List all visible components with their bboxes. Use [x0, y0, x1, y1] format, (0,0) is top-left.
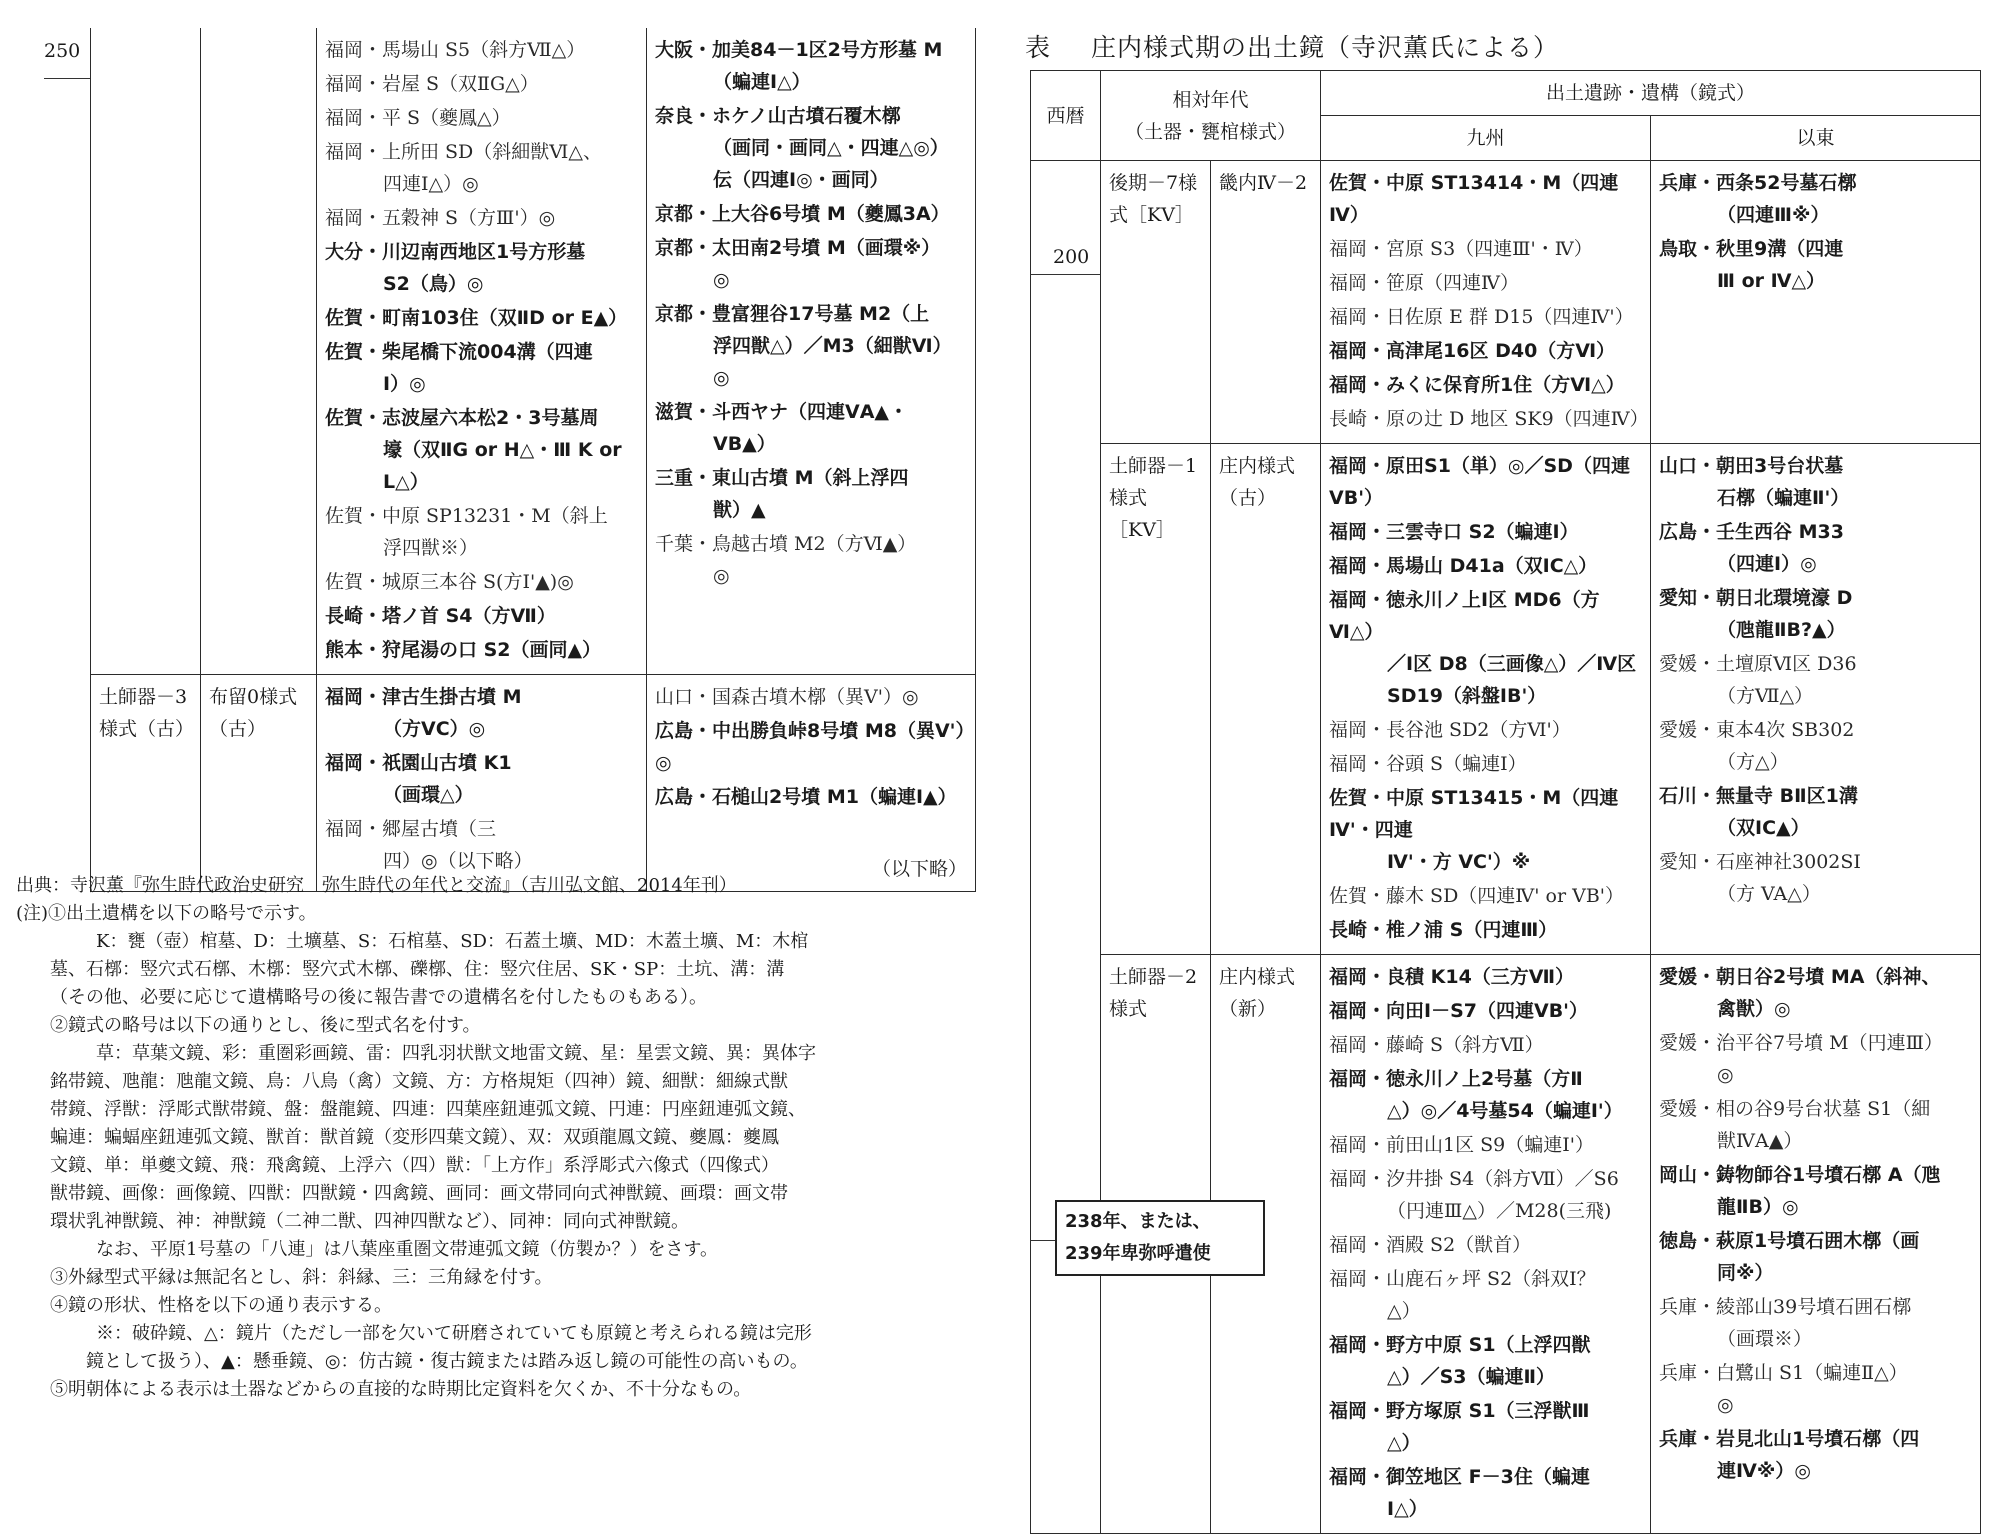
site-entry [1329, 1461, 1642, 1525]
site-entry-continuation: Ⅳ'・方 VC'）※ [1387, 851, 1531, 873]
site-entry [325, 600, 638, 632]
site-entry-text: 滋賀・斗西ヤナ（四連ⅤA▲・ [655, 401, 909, 423]
site-entry-text: 福岡・馬場山 D41a（双ⅠC△） [1329, 555, 1598, 577]
site-entry [655, 396, 967, 460]
footnote-line: (注)①出土遺構を以下の略号で示す。 [16, 903, 317, 924]
site-entry [1659, 582, 1972, 646]
site-entry-text: 佐賀・志波屋六本松2・3号墓周 [325, 407, 599, 429]
row0-east [1651, 161, 1981, 444]
site-entry [325, 68, 638, 100]
site-entry [1329, 369, 1642, 401]
site-entry [325, 236, 638, 300]
site-entry-text: 福岡・酒殿 S2（獣首） [1329, 1234, 1532, 1256]
site-entry-text: 長崎・塔ノ首 S4（方Ⅶ） [325, 605, 556, 627]
row1-kyushu-list [1329, 450, 1642, 946]
period-label: 土師器－2様式 [1109, 966, 1198, 1020]
site-entry [1329, 1029, 1642, 1061]
site-entry-text: 大分・川辺南西地区1号方形墓 [325, 241, 586, 263]
site-entry-text: 長崎・原の辻 D 地区 SK9（四連Ⅳ） [1329, 408, 1649, 430]
header-east-text: 以東 [1796, 127, 1835, 149]
site-entry [325, 136, 638, 200]
site-entry-text: 福岡・谷頭 S（蝙連Ⅰ） [1329, 753, 1527, 775]
site-entry-text: 山口・国森古墳木槨（異Ⅴ'）◎ [655, 686, 919, 708]
site-entry-text: 福岡・向田Ⅰ－S7（四連ⅤB'） [1329, 1000, 1588, 1022]
header-relative-sub: （土器・甕棺様式） [1125, 120, 1297, 143]
site-entry [1329, 1063, 1642, 1127]
site-entry-continuation: （四連Ⅰ）◎ [1717, 553, 1817, 575]
footnote-line: なお、平原1号墓の「八連」は八葉座重圏文帯連弧文鏡（仿製か？）をさす。 [96, 1239, 719, 1260]
site-entry [1659, 648, 1972, 712]
site-entry [655, 232, 967, 296]
site-entry [1659, 846, 1972, 910]
site-entry-text: 奈良・ホケノ山古墳石覆木槨 [655, 105, 901, 127]
site-entry-text: 福岡・高津尾16区 D40（方Ⅵ） [1329, 340, 1616, 362]
row0-kyushu-list [1329, 167, 1649, 435]
omitted-note: （以下略） [871, 858, 967, 880]
page-number: 250 [44, 40, 81, 62]
footnote-line: 蝙連：蝙蝠座鈕連弧文鏡、獣首：獣首鏡（変形四葉文鏡）、双：双頭龍鳳文鏡、夔鳳：夔鳳 [50, 1127, 779, 1148]
site-entry-text: 福岡・平 S（夔鳳△） [325, 107, 511, 129]
site-entry-continuation: （方△） [1717, 751, 1789, 773]
left-page [0, 0, 985, 1458]
site-entry-text: 福岡・御笠地区 F－3住（蝙連 [1329, 1466, 1590, 1488]
site-entry-text: 徳島・萩原1号墳石囲木槨（画 [1659, 1230, 1920, 1252]
header-relative [1101, 71, 1321, 161]
site-entry [1329, 403, 1649, 435]
site-entry-text: 福岡・馬場山 S5（斜方Ⅶ△） [325, 39, 586, 61]
left-top-period-cell [91, 28, 201, 675]
site-entry-text: 愛媛・朝日谷2号墳 MA（斜神、 [1659, 966, 1941, 988]
row2-east-list [1659, 961, 1972, 1487]
site-entry-continuation: 四連Ⅰ△）◎ [383, 173, 479, 195]
site-entry-text: 山口・朝田3号台状墓 [1659, 455, 1844, 477]
site-entry-continuation: Ⅰ）◎ [383, 373, 426, 395]
site-entry-continuation: 同※） [1717, 1262, 1774, 1284]
row1-east-list [1659, 450, 1972, 910]
footnote-line: 環状乳神獣鏡、神：神獣鏡（二神二獣、四神四獣など）、同神：同向式神獣鏡。 [50, 1211, 689, 1232]
site-entry-continuation: （方Ⅶ△） [1717, 685, 1814, 707]
site-entry-text: 佐賀・中原 ST13415・M（四連Ⅳ'・四連 [1329, 787, 1619, 841]
site-entry-text: 福岡・笹原（四連Ⅳ） [1329, 272, 1519, 294]
site-entry-text: 愛媛・土壇原Ⅵ区 D36 [1659, 653, 1857, 675]
header-year [1031, 71, 1101, 161]
right-table [1030, 70, 1981, 1534]
site-entry-text: 福岡・徳永川ノ上Ⅰ区 MD6（方Ⅵ△） [1329, 589, 1600, 643]
site-entry-text: 広島・中出勝負峠8号墳 M8（異Ⅴ'）◎ [655, 720, 965, 774]
site-entry-continuation: （双ⅠC▲） [1717, 817, 1810, 839]
site-entry-text: 愛媛・相の谷9号台状墓 S1（細 [1659, 1098, 1931, 1120]
site-entry-text: 佐賀・中原 SP13231・M（斜上 [325, 505, 608, 527]
site-entry [1329, 1229, 1642, 1261]
footnote-line: 草：草葉文鏡、彩：重圏彩画鏡、雷：四乳羽状獣文地雷文鏡、星：星雲文鏡、異：異体字 [96, 1043, 816, 1064]
site-entry [325, 402, 638, 498]
footnotes [16, 872, 986, 1404]
site-entry [1329, 782, 1642, 878]
site-entry-text: 愛媛・治平谷7号墳 M（円連Ⅲ） [1659, 1032, 1943, 1054]
row0-kyushu [1321, 161, 1651, 444]
site-entry-text: 長崎・椎ノ浦 S（円連Ⅲ） [1329, 919, 1558, 941]
site-entry-text: 福岡・津古生掛古墳 M [325, 686, 522, 708]
site-entry-continuation: 四）◎（以下略） [383, 850, 533, 872]
header-sites [1321, 71, 1981, 116]
site-entry-continuation: 石槨（蝙連Ⅱ'） [1717, 487, 1850, 509]
site-entry-text: 愛知・朝日北環境濠 D [1659, 587, 1853, 609]
site-entry [655, 298, 967, 394]
callout-rule [1030, 1240, 1056, 1241]
header-year-text: 西暦 [1046, 104, 1085, 127]
header-relative-text: 相対年代 [1172, 88, 1249, 111]
footnote-line: ②鏡式の略号は以下の通りとし、後に型式名を付す。 [50, 1015, 481, 1036]
site-entry [1659, 1027, 1972, 1091]
site-entry [1329, 914, 1642, 946]
row2-east [1651, 955, 1981, 1534]
site-entry [655, 198, 967, 230]
site-entry-continuation: 禽獣）◎ [1717, 998, 1791, 1020]
site-entry [325, 102, 638, 134]
site-entry [1329, 1163, 1642, 1227]
left-bottom-east-list [655, 681, 967, 813]
site-entry-continuation: S2（鳥）◎ [383, 273, 484, 295]
row1-period [1101, 444, 1211, 955]
site-entry [1659, 714, 1972, 778]
site-entry-text: 広島・石槌山2号墳 M1（蝙連Ⅰ▲） [655, 786, 957, 808]
himiko-callout [1055, 1200, 1265, 1276]
footnote-line: 鏡として扱う）、▲：懸垂鏡、◎：仿古鏡・復古鏡または踏み返し鏡の可能性の高いもの。 [50, 1351, 808, 1372]
site-entry [655, 462, 967, 526]
site-entry [325, 302, 638, 334]
site-entry-text: 福岡・上所田 SD（斜細獣Ⅵ△、 [325, 141, 603, 163]
site-entry [1329, 995, 1642, 1027]
left-top-style-cell [201, 28, 317, 675]
row2-kyushu-list [1329, 961, 1642, 1525]
left-top-east-list [655, 34, 967, 592]
site-entry-continuation: △） [1387, 1300, 1421, 1322]
site-entry-text: 兵庫・岩見北山1号墳石槨（四 [1659, 1428, 1920, 1450]
site-entry-text: 佐賀・藤木 SD（四連Ⅳ' or ⅤB'） [1329, 885, 1625, 907]
site-entry-continuation: （四連Ⅲ※） [1717, 204, 1830, 226]
site-entry-text: 福岡・山鹿石ヶ坪 S2（斜双Ⅰ？ [1329, 1268, 1596, 1290]
site-entry [1659, 961, 1972, 1025]
callout-line-2: 239年卑弥呼遣使 [1065, 1243, 1211, 1264]
site-entry [1329, 748, 1642, 780]
left-bottom-period-cell [91, 675, 201, 892]
site-entry-text: 福岡・みくに保育所1住（方Ⅵ△） [1329, 374, 1625, 396]
site-entry-text: 福岡・五穀神 S（方Ⅲ'）◎ [325, 207, 556, 229]
row0-style [1211, 161, 1321, 444]
site-entry-continuation: 壕（双ⅡG or H△・Ⅲ K or L△） [383, 439, 622, 493]
footnote-line: K：甕（壺）棺墓、D：土壙墓、S：石棺墓、SD：石蓋土壙、MD：木蓋土壙、M：木棺 [96, 931, 809, 952]
site-entry [1659, 1159, 1972, 1223]
site-entry-text: 佐賀・柴尾橋下流004溝（四連 [325, 341, 593, 363]
site-entry [1329, 1129, 1642, 1161]
row0-period [1101, 161, 1211, 444]
site-entry [325, 681, 638, 745]
footnote-line: 帯鏡、浮獣：浮彫式獣帯鏡、盤：盤龍鏡、四連：四葉座鈕連弧文鏡、円連：円座鈕連弧文鏡、 [50, 1099, 806, 1120]
site-entry [1329, 584, 1642, 712]
site-entry-text: 福岡・祇園山古墳 K1 [325, 752, 512, 774]
site-entry-continuation: △）◎／4号墓54（蝙連Ⅰ'） [1387, 1100, 1623, 1122]
table-title-text: 庄内様式期の出土鏡（寺沢薫氏による） [1091, 33, 1560, 62]
site-entry [655, 34, 967, 98]
site-entry-continuation: （円連Ⅲ△）／M28(三飛) [1387, 1200, 1612, 1222]
site-entry-continuation: 連Ⅳ※）◎ [1717, 1460, 1811, 1482]
left-top-kyushu-cell [317, 28, 647, 675]
site-entry-text: 兵庫・綾部山39号墳石囲石槨 [1659, 1296, 1912, 1318]
site-entry [1329, 880, 1642, 912]
row1-kyushu [1321, 444, 1651, 955]
row1-style [1211, 444, 1321, 955]
style-label: 畿内Ⅳ－2 [1219, 172, 1308, 194]
site-entry [655, 681, 967, 713]
site-entry [1329, 550, 1642, 582]
site-entry-continuation: （虺龍ⅡB?▲） [1717, 619, 1846, 641]
site-entry-continuation: ／Ⅰ区 D8（三画像△）／Ⅳ区 SD19（斜盤ⅠB'） [1387, 653, 1637, 707]
site-entry [1659, 1291, 1972, 1355]
site-entry-text: 福岡・日佐原 E 群 D15（四連Ⅳ'） [1329, 306, 1634, 328]
site-entry [1659, 1225, 1972, 1289]
site-entry [325, 813, 638, 877]
site-entry-continuation: ◎ [1717, 1394, 1734, 1416]
site-entry-continuation: 龍ⅡB）◎ [1717, 1196, 1799, 1218]
site-entry [1659, 233, 1972, 297]
site-entry [1659, 1357, 1972, 1421]
site-entry [655, 715, 967, 779]
site-entry [1659, 780, 1972, 844]
site-entry [1659, 516, 1972, 580]
year-column [1031, 161, 1101, 1534]
period-label: 土師器－1様式［KV］ [1109, 455, 1198, 541]
header-kyushu [1321, 116, 1651, 161]
footnote-line: ④鏡の形状、性格を以下の通り表示する。 [50, 1295, 392, 1316]
footnote-line: 墓、石槨：竪穴式石槨、木槨：竪穴式木槨、礫槨、住：竪穴住居、SK・SP：土坑、溝：溝 [50, 959, 785, 980]
site-entry-text: 愛媛・東本4次 SB302 [1659, 719, 1855, 741]
site-entry-text: 福岡・野方塚原 S1（三浮獣Ⅲ [1329, 1400, 1590, 1422]
left-bottom-style-cell [201, 675, 317, 892]
site-entry-continuation: 獣）▲ [713, 499, 766, 521]
site-entry-continuation: 獣ⅣA▲） [1717, 1130, 1803, 1152]
row2-kyushu [1321, 955, 1651, 1534]
site-entry [1329, 1395, 1642, 1459]
site-entry [325, 747, 638, 811]
site-entry [655, 100, 967, 196]
site-entry [325, 34, 638, 66]
site-entry [1329, 450, 1642, 514]
site-entry-text: 京都・太田南2号墳 M（画環※） [655, 237, 941, 259]
site-entry-text: 福岡・前田山1区 S9（蝙連Ⅰ'） [1329, 1134, 1594, 1156]
site-entry-text: 福岡・野方中原 S1（上浮四獣 [1329, 1334, 1591, 1356]
left-bottom-kyushu-cell [317, 675, 647, 892]
left-table [90, 28, 976, 892]
site-entry-continuation: △） [1387, 1432, 1421, 1454]
site-entry-text: 兵庫・西条52号墓石槨 [1659, 172, 1857, 194]
footnote-line: 獣帯鏡、画像：画像鏡、四獣：四獣鏡・四禽鏡、画同：画文帯同向式神獣鏡、画環：画文帯 [50, 1183, 788, 1204]
site-entry-text: 福岡・宮原 S3（四連Ⅲ'・Ⅳ） [1329, 238, 1593, 260]
callout-line-1: 238年、または、 [1065, 1211, 1211, 1232]
footnote-line: 出典：寺沢薫『弥生時代政治史研究 弥生時代の年代と交流』（吉川弘文館、2014年刊） [16, 875, 737, 896]
site-entry [325, 336, 638, 400]
site-entry-continuation: ⅤB▲） [713, 433, 776, 455]
site-entry [1329, 267, 1642, 299]
footnote-line: ⑤明朝体による表示は土器などからの直接的な時期比定資料を欠くか、不十分なもの。 [50, 1379, 752, 1400]
footnote-line: 文鏡、単：単夔文鏡、飛：飛禽鏡、上浮六（四）獣：「上方作」系浮彫式六像式（四像式） [50, 1155, 779, 1176]
site-entry [1659, 450, 1972, 514]
style-label: 庄内様式（新） [1219, 966, 1296, 1020]
site-entry-text: 佐賀・中原 ST13414・M（四連Ⅳ） [1329, 172, 1619, 226]
row1-east [1651, 444, 1981, 955]
site-entry-text: 福岡・藤崎 S（斜方Ⅶ） [1329, 1034, 1544, 1056]
site-entry-text: 京都・上大谷6号墳 M（夔鳳3A） [655, 203, 950, 225]
header-east [1651, 116, 1981, 161]
footnote-line: （その他、必要に応じて遺構略号の後に報告書での遺構名を付したものもある）。 [50, 987, 707, 1008]
site-entry-continuation: ◎ [713, 565, 730, 587]
site-entry-text: 佐賀・町南103住（双ⅡD or E▲） [325, 307, 628, 329]
site-entry-continuation: （画環△） [383, 784, 474, 806]
site-entry [655, 528, 967, 592]
header-kyushu-text: 九州 [1466, 127, 1505, 149]
site-entry-continuation: ◎ [713, 269, 730, 291]
site-entry-text: 広島・壬生西谷 M33 [1659, 521, 1844, 543]
site-entry-continuation: Ⅰ△） [1387, 1498, 1428, 1520]
site-entry [1659, 167, 1972, 231]
footnote-line: ③外縁型式平縁は無記名とし、斜：斜縁、三：三角縁を付す。 [50, 1267, 553, 1288]
footnote-line: ※：破砕鏡、△：鏡片（ただし一部を欠いて研磨されていても原鏡と考えられる鏡は完形 [96, 1323, 812, 1344]
site-entry-text: 福岡・原田S1（単）◎／SD（四連ⅤB'） [1329, 455, 1630, 509]
site-entry [1329, 167, 1642, 231]
site-entry [1329, 301, 1642, 333]
year-200-rule [1030, 274, 1100, 275]
site-entry [1329, 1329, 1642, 1393]
site-entry-text: 福岡・汐井掛 S4（斜方Ⅶ）／S6 [1329, 1168, 1619, 1190]
style-label: 布留0様式（古） [209, 686, 298, 740]
header-sites-text: 出土遺跡・遺構（鏡式） [1546, 82, 1756, 104]
site-entry-continuation: 浮四獣※） [383, 537, 479, 559]
site-entry-continuation: （画同・画同△・四連△◎）伝（四連Ⅰ◎・画同） [713, 137, 949, 191]
site-entry-text: 福岡・長谷池 SD2（方Ⅵ'） [1329, 719, 1571, 741]
site-entry-text: 千葉・鳥越古墳 M2（方Ⅵ▲） [655, 533, 917, 555]
site-entry-text: 佐賀・城原三本谷 S(方Ⅰ'▲)◎ [325, 571, 574, 593]
site-entry-text: 愛知・石座神社3002SI [1659, 851, 1861, 873]
site-entry [1329, 714, 1642, 746]
site-entry-text: 福岡・岩屋 S（双ⅡG△） [325, 73, 539, 95]
site-entry [325, 500, 638, 564]
site-entry [1329, 1263, 1642, 1327]
site-entry-text: 岡山・鋳物師谷1号墳石槨 A（虺 [1659, 1164, 1941, 1186]
page-number-rule [44, 78, 90, 79]
site-entry-text: 福岡・徳永川ノ上2号墓（方Ⅱ [1329, 1068, 1583, 1090]
site-entry-continuation: 浮四獣△）／M3（細獣Ⅵ）◎ [713, 335, 952, 389]
site-entry [325, 634, 638, 666]
left-top-east-cell [647, 28, 976, 675]
table-title-label: 表 [1025, 33, 1052, 62]
site-entry-text: 京都・豊富狸谷17号墓 M2（上 [655, 303, 930, 325]
site-entry-continuation: ◎ [1717, 1064, 1734, 1086]
site-entry-continuation: Ⅲ or Ⅳ△） [1717, 270, 1826, 292]
site-entry-text: 福岡・郷屋古墳（三 [325, 818, 497, 840]
left-bottom-kyushu-list [325, 681, 638, 877]
site-entry-text: 石川・無量寺 BⅡ区1溝 [1659, 785, 1858, 807]
site-entry [325, 566, 638, 598]
site-entry-continuation: （蝙連Ⅰ△） [713, 71, 811, 93]
site-entry [655, 781, 967, 813]
style-label: 庄内様式（古） [1219, 455, 1296, 509]
site-entry-continuation: （画環※） [1717, 1328, 1813, 1350]
site-entry-continuation: （方ⅤC）◎ [383, 718, 486, 740]
site-entry [325, 202, 638, 234]
table-title [1025, 28, 1559, 64]
left-bottom-east-cell [647, 675, 976, 892]
site-entry-continuation: （方 VA△） [1717, 883, 1821, 905]
period-label: 後期－7様式［KV］ [1109, 172, 1198, 226]
row0-east-list [1659, 167, 1972, 297]
site-entry-text: 三重・東山古墳 M（斜上浮四 [655, 467, 909, 489]
year-200: 200 [1053, 246, 1090, 268]
site-entry-text: 大阪・加美84－1区2号方形墓 M [655, 39, 943, 61]
left-top-kyushu-list [325, 34, 638, 666]
site-entry-text: 福岡・良積 K14（三方Ⅶ） [1329, 966, 1575, 988]
footnote-line: 銘帯鏡、虺龍：虺龍文鏡、鳥：八鳥（禽）文鏡、方：方格規矩（四神）鏡、細獣：細線式獣 [50, 1071, 788, 1092]
site-entry-continuation: △）／S3（蝙連Ⅱ） [1387, 1366, 1556, 1388]
site-entry [1659, 1423, 1972, 1487]
site-entry [1329, 516, 1642, 548]
site-entry [1329, 961, 1642, 993]
site-entry-text: 兵庫・白鷺山 S1（蝙連Ⅱ△） [1659, 1362, 1908, 1384]
site-entry-text: 熊本・狩尾湯の口 S2（画同▲） [325, 639, 602, 661]
site-entry [1329, 233, 1642, 265]
site-entry [1329, 335, 1642, 367]
site-entry-text: 福岡・三雲寺口 S2（蝙連Ⅰ） [1329, 521, 1579, 543]
site-entry-text: 鳥取・秋里9溝（四連 [1659, 238, 1844, 260]
site-entry [1659, 1093, 1972, 1157]
period-label: 土師器－3様式（古） [99, 686, 195, 740]
